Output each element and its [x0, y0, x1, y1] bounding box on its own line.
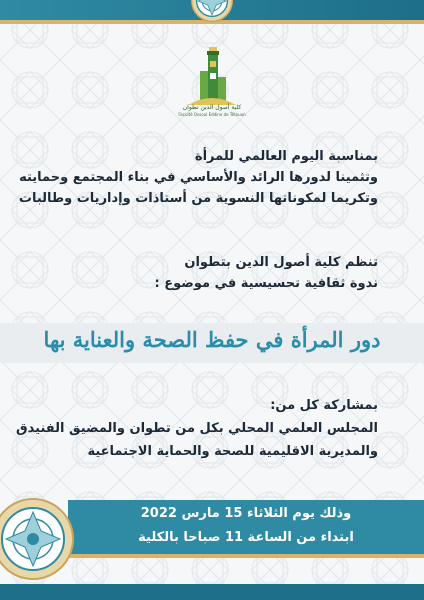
schedule-panel-accent [68, 554, 424, 558]
top-medallion-ornament [182, 0, 242, 22]
participants-line-1: بمشاركة كل من: [270, 398, 378, 413]
schedule-time: ابتداء من الساعة 11 صباحا بالكلية [138, 530, 354, 545]
organizer-line-2: ندوة ثقافية تحسيسية في موضوع : [154, 276, 378, 291]
intro-line-3: وتكريما لمكوناتها النسوية من أستاذات وإداريات وطالبات [18, 191, 378, 206]
organizer-line-1: تنظم كلية أصول الدين بتطوان [184, 255, 378, 270]
intro-line-2: وتثمينا لدورها الرائد والأساسي في بناء المجتمع وحمايته [19, 170, 378, 185]
logo-subcaption: Faculté Ossoul Eddine de Tétouan [178, 112, 246, 117]
seminar-title: دور المرأة في حفظ الصحة والعناية بها [43, 327, 381, 352]
intro-line-1: بمناسبة اليوم العالمي للمرأة [194, 149, 378, 164]
schedule-date: وذلك يوم الثلاثاء 15 مارس 2022 [140, 506, 352, 521]
participants-line-3: والمديرية الاقليمية للصحة والحماية الاجتماعية [87, 444, 378, 459]
intro-text [18, 146, 378, 209]
logo-caption: كلية أصول الدين تطوان [182, 104, 242, 111]
bottom-medallion-ornament [0, 498, 74, 580]
bottom-strip [0, 584, 424, 600]
organizer-text [38, 252, 378, 294]
participants-text [18, 394, 378, 463]
participants-line-2: المجلس العلمي المحلي بكل من تطوان والمضيق الفنيدق [16, 421, 378, 436]
